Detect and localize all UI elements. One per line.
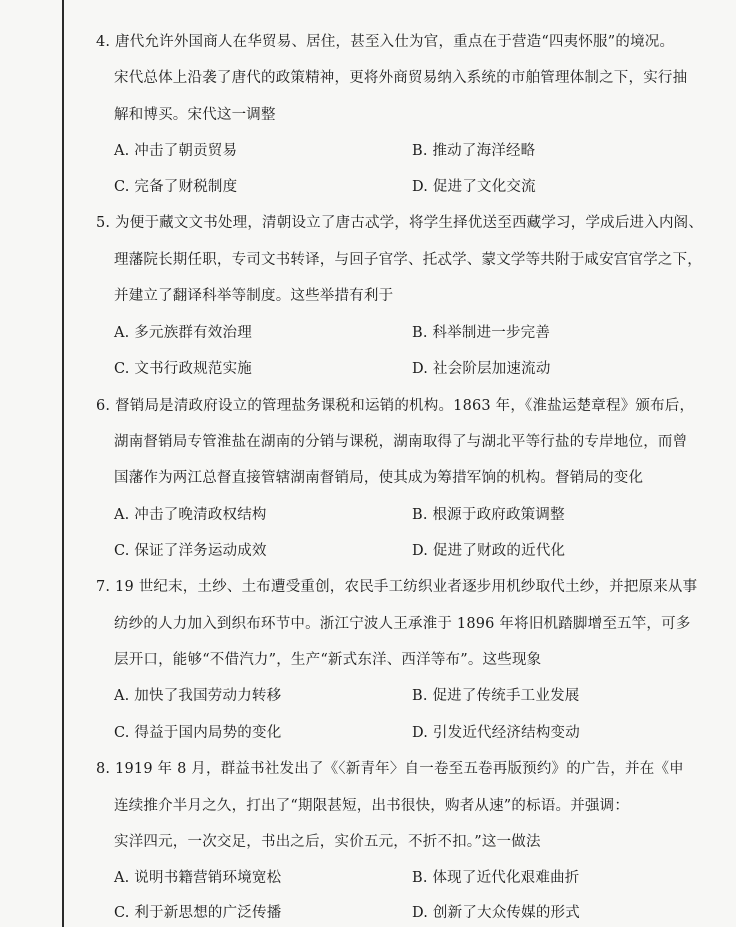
question-6-option-b[interactable]: B. 根源于政府政策调整 [412, 507, 565, 523]
question-8-option-a[interactable]: A. 说明书籍营销环境宽松 [114, 870, 282, 886]
question-4-stem-line-1: 4. 唐代允许外国商人在华贸易、居住，甚至入仕为官，重点在于营造“四夷怀服”的境况。 [96, 34, 675, 50]
question-7-stem-line-3: 层开口，能够“不借汽力”，生产“新式东洋、西洋等布”。这些现象 [114, 652, 542, 668]
question-7-option-d[interactable]: D. 引发近代经济结构变动 [412, 725, 580, 741]
question-7-option-c[interactable]: C. 得益于国内局势的变化 [114, 725, 282, 741]
question-6-option-c[interactable]: C. 保证了洋务运动成效 [114, 543, 267, 559]
question-6-stem-line-3: 国藩作为两江总督直接管辖湖南督销局，使其成为筹措军饷的机构。督销局的变化 [114, 470, 644, 486]
question-7-stem-line-2: 纺纱的人力加入到织布环节中。浙江宁波人王承淮于 1896 年将旧机踏脚增至五竿，可多 [114, 616, 691, 632]
question-8-stem-line-2: 连续推介半月之久，打出了“期限甚短，出书很快，购者从速”的标语。并强调： [114, 798, 630, 814]
question-5-option-c[interactable]: C. 文书行政规范实施 [114, 361, 252, 377]
question-8-option-c[interactable]: C. 利于新思想的广泛传播 [114, 905, 282, 921]
question-4-option-d[interactable]: D. 促进了文化交流 [412, 179, 536, 195]
question-7-option-a[interactable]: A. 加快了我国劳动力转移 [114, 688, 282, 704]
question-7-option-b[interactable]: B. 促进了传统手工业发展 [412, 688, 580, 704]
question-6-option-a[interactable]: A. 冲击了晚清政权结构 [114, 507, 267, 523]
question-5-option-a[interactable]: A. 多元族群有效治理 [114, 325, 252, 341]
question-6-stem-line-1: 6. 督销局是清政府设立的管理盐务课税和运销的机构。1863 年，《淮盐运楚章程》颁布后， [96, 398, 695, 414]
question-5-stem-line-2: 理藩院长期任职，专司文书转译，与回子官学、托忒学、蒙文学等共附于咸安宫官学之下， [114, 252, 702, 268]
question-4-option-c[interactable]: C. 完备了财税制度 [114, 179, 238, 195]
question-4-stem-line-3: 解和博买。宋代这一调整 [114, 107, 276, 123]
question-8-option-d[interactable]: D. 创新了大众传媒的形式 [412, 905, 580, 921]
question-6-option-d[interactable]: D. 促进了财政的近代化 [412, 543, 566, 559]
question-5-stem-line-1: 5. 为便于藏文文书处理，清朝设立了唐古忒学，将学生择优送至西藏学习，学成后进入内阁、 [96, 215, 704, 231]
question-4-stem-line-2: 宋代总体上沿袭了唐代的政策精神，更将外商贸易纳入系统的市舶管理体制之下，实行抽 [114, 70, 688, 86]
question-8-stem-line-1: 8. 1919 年 8 月，群益书社发出了《〈新青年〉自一卷至五卷再版预约》的广告，并在《申 [96, 761, 684, 777]
question-5-option-b[interactable]: B. 科举制进一步完善 [412, 325, 551, 341]
question-8-option-b[interactable]: B. 体现了近代化艰难曲折 [412, 870, 580, 886]
question-8-stem-line-3: 实洋四元，一次交足，书出之后，实价五元，不折不扣。”这一做法 [114, 834, 541, 850]
question-5-option-d[interactable]: D. 社会阶层加速流动 [412, 361, 551, 377]
question-4-option-b[interactable]: B. 推动了海洋经略 [412, 143, 536, 159]
question-5-stem-line-3: 并建立了翻译科举等制度。这些举措有利于 [114, 288, 394, 304]
question-4-option-a[interactable]: A. 冲击了朝贡贸易 [114, 143, 238, 159]
question-6-stem-line-2: 湖南督销局专管淮盐在湖南的分销与课税，湖南取得了与湖北平等行盐的专岸地位，而曾 [114, 434, 688, 450]
question-7-stem-line-1: 7. 19 世纪末，土纱、土布遭受重创，农民手工纺织业者逐步用机纱取代土纱，并把原来从事 [96, 579, 698, 595]
